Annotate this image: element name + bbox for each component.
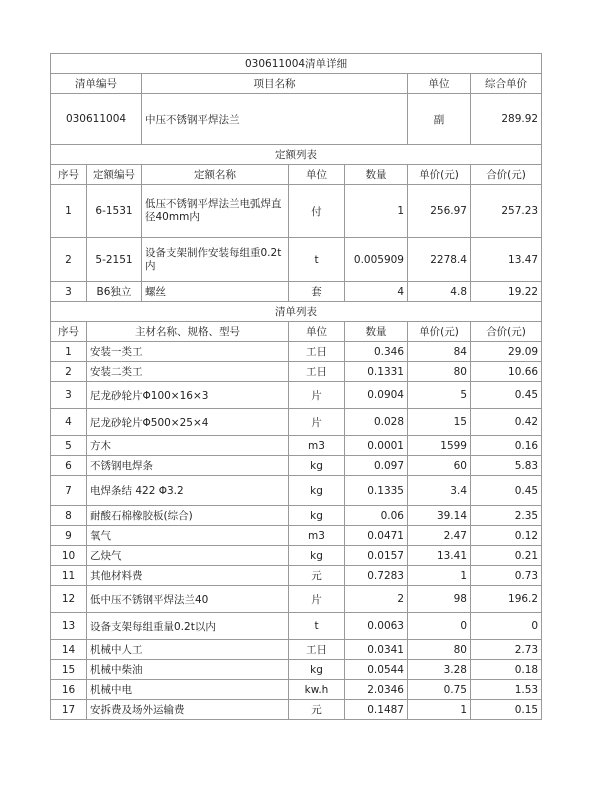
item-unit-header: 单位 [408, 74, 471, 94]
sheet-title: 030611004清单详细 [51, 54, 542, 74]
list-name-header: 主材名称、规格、型号 [87, 322, 289, 342]
quota-name: 设备支架制作安装每组重0.2t内 [142, 238, 289, 282]
list-price: 2.47 [408, 526, 471, 546]
list-row [51, 526, 542, 546]
list-total: 0.18 [471, 660, 542, 680]
list-row [51, 700, 542, 720]
list-unit: t [289, 613, 345, 640]
list-price-header: 单价(元) [408, 322, 471, 342]
quota-unit-header: 单位 [289, 165, 345, 185]
list-seq: 13 [51, 613, 87, 640]
item-row [51, 94, 542, 145]
quota-seq-header: 序号 [51, 165, 87, 185]
quota-code: 6-1531 [87, 185, 142, 238]
quota-seq: 2 [51, 238, 87, 282]
list-qty-header: 数量 [345, 322, 408, 342]
quota-price-header: 单价(元) [408, 165, 471, 185]
list-row [51, 660, 542, 680]
quota-seq: 1 [51, 185, 87, 238]
item-name: 中压不锈钢平焊法兰 [142, 94, 408, 145]
list-unit: kg [289, 506, 345, 526]
list-price: 60 [408, 456, 471, 476]
quota-total: 257.23 [471, 185, 542, 238]
quota-total: 19.22 [471, 282, 542, 302]
list-name: 设备支架每组重量0.2t以内 [87, 613, 289, 640]
item-name-header: 项目名称 [142, 74, 408, 94]
quota-total: 13.47 [471, 238, 542, 282]
list-price: 5 [408, 382, 471, 409]
list-row [51, 506, 542, 526]
list-row [51, 586, 542, 613]
list-total: 2.35 [471, 506, 542, 526]
list-qty: 0.0904 [345, 382, 408, 409]
quota-section-title: 定额列表 [51, 145, 542, 165]
quota-header-row [51, 165, 542, 185]
list-total: 5.83 [471, 456, 542, 476]
quota-price: 2278.4 [408, 238, 471, 282]
list-row [51, 680, 542, 700]
list-seq: 7 [51, 476, 87, 506]
item-price: 289.92 [471, 94, 542, 145]
list-unit: 工日 [289, 362, 345, 382]
list-total: 196.2 [471, 586, 542, 613]
list-section-title: 清单列表 [51, 302, 542, 322]
quota-row [51, 185, 542, 238]
list-total: 0.42 [471, 409, 542, 436]
quota-code: 5-2151 [87, 238, 142, 282]
list-name: 不锈钢电焊条 [87, 456, 289, 476]
list-price: 1599 [408, 436, 471, 456]
list-qty: 0.0544 [345, 660, 408, 680]
quota-unit: t [289, 238, 345, 282]
list-total: 0.21 [471, 546, 542, 566]
list-seq: 3 [51, 382, 87, 409]
list-row [51, 362, 542, 382]
list-unit: 工日 [289, 342, 345, 362]
list-row [51, 640, 542, 660]
list-name: 尼龙砂轮片Φ100×16×3 [87, 382, 289, 409]
list-seq: 2 [51, 362, 87, 382]
list-price: 1 [408, 700, 471, 720]
list-qty: 0.06 [345, 506, 408, 526]
list-name: 机械中柴油 [87, 660, 289, 680]
list-qty: 0.0063 [345, 613, 408, 640]
list-seq: 6 [51, 456, 87, 476]
list-price: 80 [408, 640, 471, 660]
list-price: 80 [408, 362, 471, 382]
list-price: 3.28 [408, 660, 471, 680]
item-unit: 副 [408, 94, 471, 145]
list-total: 29.09 [471, 342, 542, 362]
list-row [51, 456, 542, 476]
quota-code: B6独立 [87, 282, 142, 302]
list-row [51, 476, 542, 506]
quota-seq: 3 [51, 282, 87, 302]
list-unit: 片 [289, 586, 345, 613]
list-price: 0 [408, 613, 471, 640]
item-code: 030611004 [51, 94, 142, 145]
quota-price: 256.97 [408, 185, 471, 238]
list-qty: 0.028 [345, 409, 408, 436]
quota-row [51, 282, 542, 302]
list-unit: 片 [289, 409, 345, 436]
bill-detail-table [50, 53, 542, 720]
list-qty: 0.1487 [345, 700, 408, 720]
quota-qty: 4 [345, 282, 408, 302]
list-seq: 15 [51, 660, 87, 680]
list-seq: 16 [51, 680, 87, 700]
list-row [51, 613, 542, 640]
list-unit: kg [289, 546, 345, 566]
quota-qty: 1 [345, 185, 408, 238]
list-total: 0.45 [471, 382, 542, 409]
item-header-row [51, 74, 542, 94]
list-total: 2.73 [471, 640, 542, 660]
list-total: 1.53 [471, 680, 542, 700]
list-row [51, 566, 542, 586]
list-seq: 4 [51, 409, 87, 436]
list-total: 0 [471, 613, 542, 640]
quota-unit: 付 [289, 185, 345, 238]
list-qty: 0.7283 [345, 566, 408, 586]
list-seq-header: 序号 [51, 322, 87, 342]
list-total: 0.12 [471, 526, 542, 546]
quota-total-header: 合价(元) [471, 165, 542, 185]
list-unit-header: 单位 [289, 322, 345, 342]
list-unit: m3 [289, 526, 345, 546]
list-qty: 0.097 [345, 456, 408, 476]
list-name: 方木 [87, 436, 289, 456]
quota-section-row [51, 145, 542, 165]
list-row [51, 546, 542, 566]
list-unit: kw.h [289, 680, 345, 700]
list-unit: kg [289, 660, 345, 680]
list-qty: 0.0341 [345, 640, 408, 660]
list-price: 13.41 [408, 546, 471, 566]
list-name: 氧气 [87, 526, 289, 546]
list-total-header: 合价(元) [471, 322, 542, 342]
list-name: 安装一类工 [87, 342, 289, 362]
list-qty: 0.1331 [345, 362, 408, 382]
list-qty: 0.1335 [345, 476, 408, 506]
list-qty: 2.0346 [345, 680, 408, 700]
list-seq: 8 [51, 506, 87, 526]
list-price: 3.4 [408, 476, 471, 506]
list-header-row [51, 322, 542, 342]
list-price: 84 [408, 342, 471, 362]
list-seq: 17 [51, 700, 87, 720]
list-unit: kg [289, 456, 345, 476]
list-qty: 2 [345, 586, 408, 613]
list-name: 尼龙砂轮片Φ500×25×4 [87, 409, 289, 436]
list-unit: 元 [289, 566, 345, 586]
list-price: 1 [408, 566, 471, 586]
list-total: 0.16 [471, 436, 542, 456]
list-row [51, 342, 542, 362]
list-seq: 1 [51, 342, 87, 362]
list-unit: m3 [289, 436, 345, 456]
quota-row [51, 238, 542, 282]
list-name: 其他材料费 [87, 566, 289, 586]
quota-code-header: 定额编号 [87, 165, 142, 185]
list-qty: 0.0001 [345, 436, 408, 456]
quota-unit: 套 [289, 282, 345, 302]
list-seq: 12 [51, 586, 87, 613]
list-seq: 11 [51, 566, 87, 586]
quota-name: 螺丝 [142, 282, 289, 302]
list-row [51, 409, 542, 436]
list-unit: 工日 [289, 640, 345, 660]
list-unit: kg [289, 476, 345, 506]
list-name: 安装二类工 [87, 362, 289, 382]
list-name: 耐酸石棉橡胶板(综合) [87, 506, 289, 526]
list-price: 0.75 [408, 680, 471, 700]
list-name: 安拆费及场外运输费 [87, 700, 289, 720]
list-row [51, 436, 542, 456]
quota-qty-header: 数量 [345, 165, 408, 185]
list-price: 15 [408, 409, 471, 436]
list-name: 低中压不锈钢平焊法兰40 [87, 586, 289, 613]
list-name: 乙炔气 [87, 546, 289, 566]
list-unit: 元 [289, 700, 345, 720]
list-total: 0.15 [471, 700, 542, 720]
list-section-row [51, 302, 542, 322]
list-seq: 5 [51, 436, 87, 456]
list-total: 0.73 [471, 566, 542, 586]
list-row [51, 382, 542, 409]
quota-name: 低压不锈钢平焊法兰电弧焊直径40mm内 [142, 185, 289, 238]
list-total: 10.66 [471, 362, 542, 382]
list-seq: 14 [51, 640, 87, 660]
list-name: 机械中电 [87, 680, 289, 700]
list-name: 电焊条结 422 Φ3.2 [87, 476, 289, 506]
list-price: 98 [408, 586, 471, 613]
item-price-header: 综合单价 [471, 74, 542, 94]
quota-qty: 0.005909 [345, 238, 408, 282]
item-code-header: 清单编号 [51, 74, 142, 94]
quota-price: 4.8 [408, 282, 471, 302]
list-qty: 0.0471 [345, 526, 408, 546]
list-seq: 10 [51, 546, 87, 566]
quota-name-header: 定额名称 [142, 165, 289, 185]
list-qty: 0.0157 [345, 546, 408, 566]
list-unit: 片 [289, 382, 345, 409]
list-total: 0.45 [471, 476, 542, 506]
title-row [51, 54, 542, 74]
list-qty: 0.346 [345, 342, 408, 362]
list-price: 39.14 [408, 506, 471, 526]
list-seq: 9 [51, 526, 87, 546]
bill-detail-sheet [50, 53, 541, 720]
list-name: 机械中人工 [87, 640, 289, 660]
